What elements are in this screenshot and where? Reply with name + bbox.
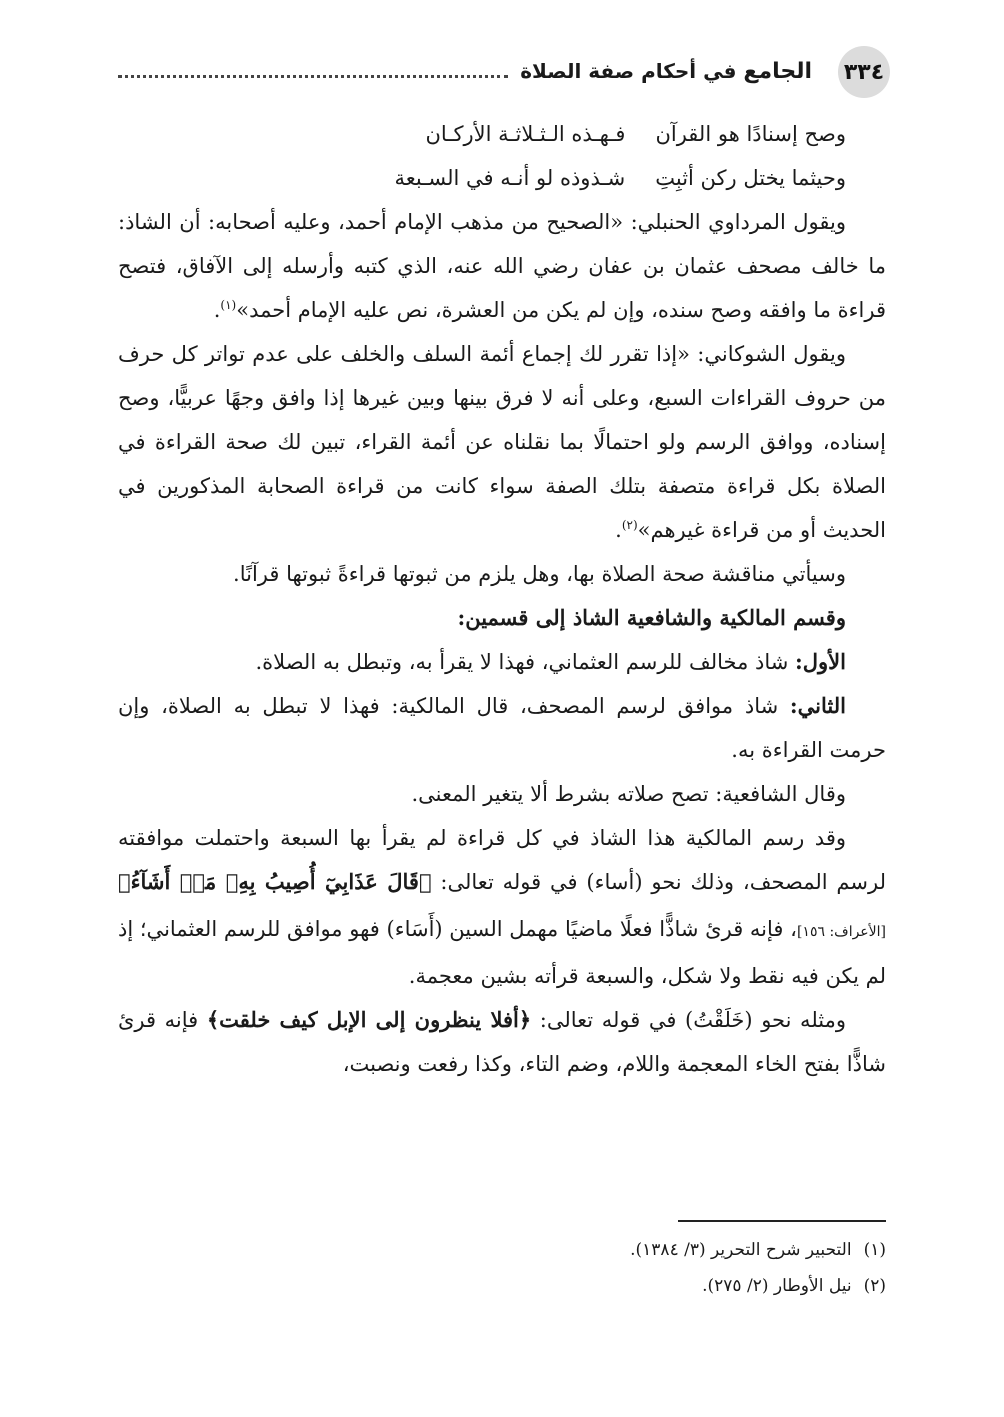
- footnote-separator: [678, 1220, 886, 1222]
- footnote-ref: (٢): [621, 518, 638, 532]
- label-first: الأول:: [795, 649, 846, 674]
- paragraph-shawkani: ويقول الشوكاني: «إذا تقرر لك إجماع أئمة السلف والخلف على عدم تواتر كل حرف من حروف القراءات السبع، وعلى أنه لا فرق بينها وبين غيرها إذا وافق وجهًا عربيًّا، وصح إسناده، ووافق الرسم ولو احتمالًا بما نقلناه عن أئمة القراء، تبين لك صحة القراءة في الصلاة بكل قراءة متصفة بتلك الصفة سواء كانت من قراءة الصحابة المذكورين في الحديث أو من قراءة غيرهم»$^{(٢)}$.: [118, 342, 886, 542]
- footnote-text: التحبير شرح التحرير (٣/ ١٣٨٤).: [630, 1240, 852, 1260]
- paragraph-discussion: وسيأتي مناقشة صحة الصلاة بها، وهل يلزم من ثبوتها قراءةً ثبوتها قرآنًا.: [233, 562, 846, 586]
- poem-hemistich: وصح إسنادًا هو القرآن: [655, 122, 846, 146]
- paragraph-maliki-example: وقد رسم المالكية هذا الشاذ في كل قراءة لم يقرأ بها السبعة واحتملت موافقته لرسم المصحف، وذلك نحو (أساء) في قوله تعالى: ﴿قَالَ عَذَابِيٓ أُصِيبُ بِهِۦ مَنۡ أَشَآءُ﴾ [الأعراف: ١٥٦]، فإنه قرئ شاذًّا فعلًا ماضيًا مهمل السين (أَسَاء) فهو موافق للرسم العثماني؛ إذ لم يكن فيه نقط ولا شكل، والسبعة قرأته بشين معجمة.: [118, 826, 886, 988]
- main-text: [118, 112, 886, 1086]
- running-header: [118, 54, 824, 88]
- paragraph-mardawi: ويقول المرداوي الحنبلي: «الصحيح من مذهب الإمام أحمد، وعليه أصحابه: أن الشاذ: ما خالف مصحف عثمان بن عفان رضي الله عنه، الذي كتبه وأرسله إلى الآفاق، فتصح قراءة ما وافقه وصح سنده، وإن لم يكن من العشرة، نص عليه الإمام أحمد»$^{(١)}$.: [118, 210, 886, 322]
- footnote-ref: (١): [220, 298, 237, 312]
- quran-verse: ﴿قَالَ عَذَابِيٓ أُصِيبُ بِهِۦ مَنۡ أَشَآءُ﴾: [118, 869, 432, 894]
- footnote-item: [118, 1232, 886, 1268]
- poem-hemistich: فـهـذه الـثـلاثـة الأركـان: [425, 122, 626, 146]
- quran-verse: ﴿أفلا ينظرون إلى الإبل كيف خلقت﴾: [206, 1007, 532, 1032]
- header-title-rest: في أحكام صفة الصلاة: [520, 58, 737, 83]
- footnotes: [118, 1232, 886, 1304]
- header-dotted-rule: [118, 75, 508, 78]
- label-second: الثاني:: [789, 693, 846, 718]
- header-title-main: الجامع: [743, 58, 812, 84]
- paragraph-second-example: ومثله نحو (خَلَقْتُ) في قوله تعالى: ﴿أفلا ينظرون إلى الإبل كيف خلقت﴾ فإنه قرئ شاذًّا بفتح الخاء المعجمة واللام، وضم التاء، وكذا رفعت ونصبت،: [118, 1007, 886, 1076]
- section-heading: وقسم المالكية والشافعية الشاذ إلى قسمين:: [457, 605, 846, 630]
- poem-hemistich: وحيثما يختل ركن أثبِتِ: [655, 166, 846, 190]
- poem-line: [118, 112, 886, 156]
- footnote-number: (٢): [863, 1276, 886, 1296]
- poem-line: [118, 156, 886, 200]
- verse-reference: [الأعراف: ١٥٦]: [796, 924, 886, 940]
- page-number: ٣٣٤: [838, 46, 890, 98]
- footnote-number: (١): [863, 1240, 886, 1260]
- poem-hemistich: شـذوذه لو أنـه في السـبعة: [394, 166, 626, 190]
- paragraph-first-type: الأول: شاذ مخالف للرسم العثماني، فهذا لا يقرأ به، وتبطل به الصلاة.: [255, 649, 846, 674]
- paragraph-second-type: الثاني: شاذ موافق لرسم المصحف، قال المالكية: فهذا لا تبطل به الصلاة، وإن حرمت القراءة به.: [118, 693, 886, 762]
- paragraph-shafii: وقال الشافعية: تصح صلاته بشرط ألا يتغير المعنى.: [411, 782, 846, 806]
- header-title: [508, 59, 824, 84]
- footnote-text: نيل الأوطار (٢/ ٢٧٥).: [702, 1276, 852, 1296]
- footnote-item: [118, 1268, 886, 1304]
